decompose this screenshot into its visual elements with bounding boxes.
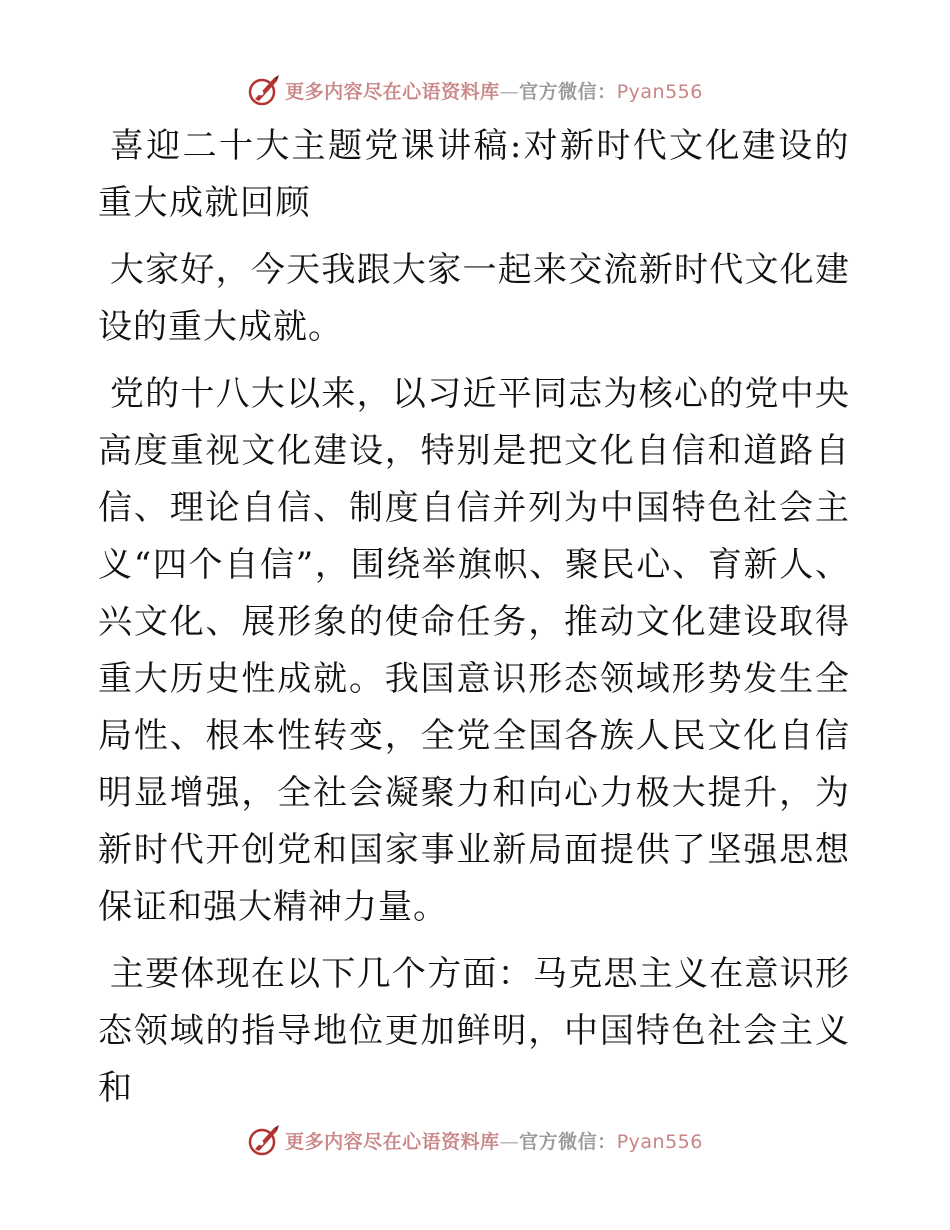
header-watermark [0,70,950,110]
watermark-separator: — [499,80,520,103]
document-title: 喜迎二十大主题党课讲稿:对新时代文化建设的重大成就回顾 [98,126,850,223]
footer-watermark [0,1120,950,1160]
watermark-brand: 更多内容尽在心语资料库 [285,1130,500,1153]
paragraph-aspects: 主要体现在以下几个方面：马克思主义在意识形态领域的指导地位更加鲜明，中国特色社会主义和 [98,954,850,1108]
watermark-text [285,77,703,104]
watermark-brand: 更多内容尽在心语资料库 [285,80,500,103]
watermark-wechat-id: Pyan556 [616,1130,703,1153]
watermark-official-label: 官方微信： [519,80,617,103]
quill-logo-icon [247,73,281,107]
watermark-wechat-id: Pyan556 [616,80,703,103]
watermark-text [285,1127,703,1154]
document-body [98,118,850,1127]
watermark-official-label: 官方微信： [519,1130,617,1153]
paragraph-greeting: 大家好，今天我跟大家一起来交流新时代文化建设的重大成就。 [98,250,850,347]
paragraph-achievements: 党的十八大以来，以习近平同志为核心的党中央高度重视文化建设，特别是把文化自信和道路自信、理论自信、制度自信并列为中国特色社会主义“四个自信”，围绕举旗帜、聚民心、育新人、兴文化、展形象的使命任务，推动文化建设取得重大历史性成就。我国意识形态领域形势发生全局性、根本性转变，全党全国各族人民文化自信明显增强，全社会凝聚力和向心力极大提升，为新时代开创党和国家事业新局面提供了坚强思想保证和强大精神力量。 [98,374,850,927]
watermark-separator: — [499,1130,520,1153]
quill-logo-icon [247,1123,281,1157]
